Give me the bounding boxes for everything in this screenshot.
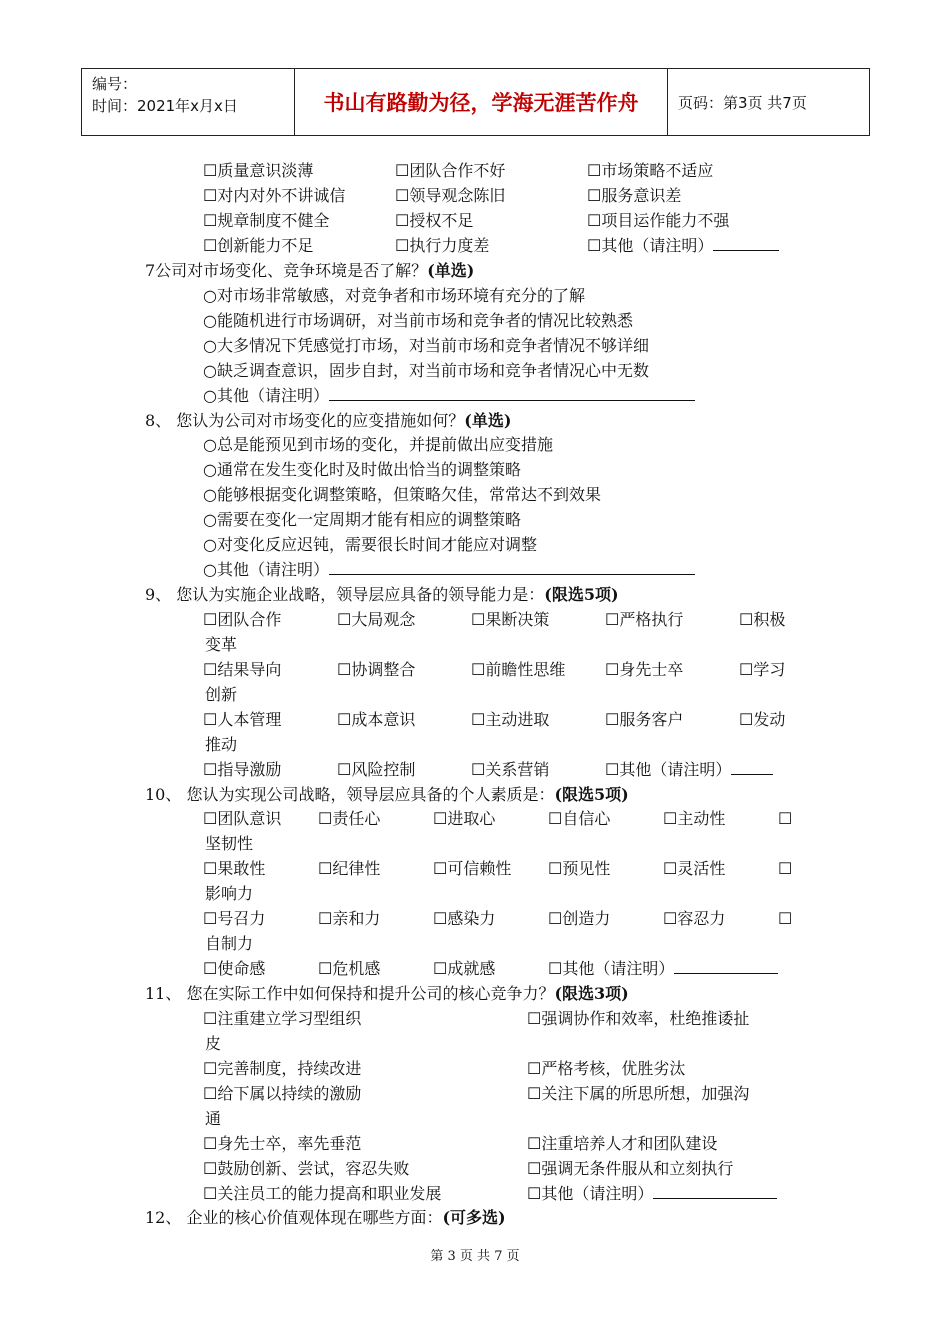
checkbox-option[interactable]: ☐学习: [739, 660, 786, 679]
checkbox-option[interactable]: ☐项目运作能力不强: [587, 211, 730, 230]
checkbox-option[interactable]: ☐进取心: [433, 809, 496, 828]
checkbox-option[interactable]: ☐: [778, 909, 793, 928]
page-footer: 第 3 页 共 7 页: [430, 1249, 520, 1264]
checkbox-option[interactable]: ☐身先士卒: [605, 660, 684, 679]
checkbox-option[interactable]: ☐果敢性: [203, 859, 266, 878]
checkbox-option[interactable]: ☐关注下属的所思所想，加强沟: [527, 1084, 750, 1103]
checkbox-option[interactable]: ☐责任心: [318, 809, 381, 828]
fill-in-blank[interactable]: [674, 957, 778, 974]
radio-option[interactable]: ○其他（请注明）: [203, 383, 695, 408]
checkbox-option[interactable]: ☐灵活性: [663, 859, 726, 878]
question-7-title: 7公司对市场变化、竞争环境是否了解？(单选): [145, 261, 475, 280]
checkbox-option[interactable]: ☐主动进取: [471, 710, 550, 729]
checkbox-option-wrap: 影响力: [205, 884, 254, 903]
checkbox-option[interactable]: ☐其他（请注明）: [527, 1181, 777, 1206]
fill-in-blank[interactable]: [713, 234, 779, 251]
checkbox-option[interactable]: ☐使命感: [203, 959, 266, 978]
checkbox-option[interactable]: ☐给下属以持续的激励: [203, 1084, 362, 1103]
checkbox-option[interactable]: ☐发动: [739, 710, 786, 729]
checkbox-option[interactable]: ☐团队合作不好: [395, 161, 506, 180]
checkbox-option[interactable]: ☐团队意识: [203, 809, 282, 828]
checkbox-option[interactable]: ☐强调无条件服从和立刻执行: [527, 1159, 734, 1178]
checkbox-option[interactable]: ☐授权不足: [395, 211, 474, 230]
checkbox-option[interactable]: ☐号召力: [203, 909, 266, 928]
radio-option[interactable]: ○通常在发生变化时及时做出恰当的调整策略: [203, 460, 521, 479]
checkbox-option-wrap: 通: [205, 1109, 222, 1128]
radio-option[interactable]: ○对变化反应迟钝，需要很长时间才能应对调整: [203, 535, 537, 554]
checkbox-option-wrap: 皮: [205, 1034, 222, 1053]
checkbox-option[interactable]: ☐协调整合: [337, 660, 416, 679]
checkbox-option[interactable]: ☐关系营销: [471, 760, 550, 779]
question-9-tag: (限选5项): [544, 585, 619, 604]
checkbox-option[interactable]: ☐其他（请注明）: [548, 956, 778, 981]
checkbox-option[interactable]: ☐领导观念陈旧: [395, 186, 506, 205]
checkbox-option[interactable]: ☐严格执行: [605, 610, 684, 629]
radio-option[interactable]: ○缺乏调查意识，固步自封，对当前市场和竞争者情况心中无数: [203, 361, 649, 380]
checkbox-option[interactable]: ☐其他（请注明）: [587, 233, 779, 258]
radio-option[interactable]: ○其他（请注明）: [203, 557, 695, 582]
radio-option[interactable]: ○大多情况下凭感觉打市场，对当前市场和竞争者情况不够详细: [203, 336, 649, 355]
header-motto: 书山有路勤为径，学海无涯苦作舟: [295, 69, 668, 135]
checkbox-option[interactable]: ☐规章制度不健全: [203, 211, 330, 230]
fill-in-blank[interactable]: [329, 384, 695, 401]
fill-in-blank[interactable]: [731, 758, 773, 775]
checkbox-option[interactable]: ☐执行力度差: [395, 236, 490, 255]
number-label: 编号：: [92, 75, 138, 93]
checkbox-option[interactable]: ☐人本管理: [203, 710, 282, 729]
page-header: [81, 68, 870, 136]
checkbox-option[interactable]: ☐大局观念: [337, 610, 416, 629]
radio-option[interactable]: ○能够根据变化调整策略，但策略欠佳，常常达不到效果: [203, 485, 601, 504]
question-8-tag: (单选): [464, 411, 512, 430]
checkbox-option[interactable]: ☐市场策略不适应: [587, 161, 714, 180]
checkbox-option[interactable]: ☐预见性: [548, 859, 611, 878]
radio-option[interactable]: ○需要在变化一定周期才能有相应的调整策略: [203, 510, 521, 529]
question-8-title: 8、 您认为公司对市场变化的应变措施如何？(单选): [145, 411, 512, 430]
time-label: 时间：2021年x月x日: [92, 97, 238, 115]
checkbox-option[interactable]: ☐对内对外不讲诚信: [203, 186, 346, 205]
checkbox-option-wrap: 推动: [205, 735, 238, 754]
checkbox-option[interactable]: ☐容忍力: [663, 909, 726, 928]
checkbox-option[interactable]: ☐服务意识差: [587, 186, 682, 205]
checkbox-option[interactable]: ☐积极: [739, 610, 786, 629]
fill-in-blank[interactable]: [653, 1182, 777, 1199]
checkbox-option[interactable]: ☐亲和力: [318, 909, 381, 928]
radio-option[interactable]: ○能随机进行市场调研，对当前市场和竞争者的情况比较熟悉: [203, 311, 633, 330]
checkbox-option[interactable]: ☐创造力: [548, 909, 611, 928]
checkbox-option[interactable]: ☐果断决策: [471, 610, 550, 629]
checkbox-option[interactable]: ☐服务客户: [605, 710, 684, 729]
checkbox-option[interactable]: ☐其他（请注明）: [605, 757, 773, 782]
question-11-tag: (限选3项): [554, 984, 629, 1003]
checkbox-option[interactable]: ☐结果导向: [203, 660, 282, 679]
checkbox-option-wrap: 坚韧性: [205, 834, 254, 853]
checkbox-option[interactable]: ☐注重建立学习型组织: [203, 1009, 362, 1028]
question-10-tag: (限选5项): [554, 785, 629, 804]
checkbox-option[interactable]: ☐创新能力不足: [203, 236, 314, 255]
question-9-title: 9、 您认为实施企业战略，领导层应具备的领导能力是：(限选5项): [145, 585, 619, 604]
checkbox-option[interactable]: ☐完善制度，持续改进: [203, 1059, 362, 1078]
question-10-title: 10、 您认为实现公司战略，领导层应具备的个人素质是：(限选5项): [145, 785, 629, 804]
checkbox-option-wrap: 自制力: [205, 934, 254, 953]
checkbox-option[interactable]: ☐前瞻性思维: [471, 660, 566, 679]
checkbox-option[interactable]: ☐严格考核，优胜劣汰: [527, 1059, 686, 1078]
checkbox-option[interactable]: ☐鼓励创新、尝试，容忍失败: [203, 1159, 410, 1178]
question-7-tag: (单选): [427, 261, 475, 280]
checkbox-option-wrap: 创新: [205, 685, 238, 704]
header-meta: [82, 69, 295, 135]
fill-in-blank[interactable]: [329, 558, 695, 575]
checkbox-option[interactable]: ☐纪律性: [318, 859, 381, 878]
checkbox-option[interactable]: ☐注重培养人才和团队建设: [527, 1134, 718, 1153]
header-page-code: 页码：第3页 共7页: [678, 93, 807, 112]
checkbox-option[interactable]: ☐质量意识淡薄: [203, 161, 314, 180]
checkbox-option[interactable]: ☐关注员工的能力提高和职业发展: [203, 1184, 442, 1203]
checkbox-option[interactable]: ☐危机感: [318, 959, 381, 978]
checkbox-option[interactable]: ☐身先士卒，率先垂范: [203, 1134, 362, 1153]
radio-option[interactable]: ○对市场非常敏感，对竞争者和市场环境有充分的了解: [203, 286, 585, 305]
question-12-title: 12、 企业的核心价值观体现在哪些方面：(可多选): [145, 1208, 506, 1227]
checkbox-option[interactable]: ☐: [778, 809, 793, 828]
checkbox-option[interactable]: ☐团队合作: [203, 610, 282, 629]
checkbox-option[interactable]: ☐可信赖性: [433, 859, 512, 878]
question-12-tag: (可多选): [442, 1208, 506, 1227]
checkbox-option[interactable]: ☐风险控制: [337, 760, 416, 779]
checkbox-option[interactable]: ☐: [778, 859, 793, 878]
checkbox-option[interactable]: ☐自信心: [548, 809, 611, 828]
checkbox-option[interactable]: ☐主动性: [663, 809, 726, 828]
checkbox-option[interactable]: ☐感染力: [433, 909, 496, 928]
question-11-title: 11、 您在实际工作中如何保持和提升公司的核心竞争力？(限选3项): [145, 984, 629, 1003]
radio-option[interactable]: ○总是能预见到市场的变化，并提前做出应变措施: [203, 435, 553, 454]
checkbox-option-wrap: 变革: [205, 635, 238, 654]
checkbox-option[interactable]: ☐成本意识: [337, 710, 416, 729]
checkbox-option[interactable]: ☐指导激励: [203, 760, 282, 779]
checkbox-option[interactable]: ☐成就感: [433, 959, 496, 978]
checkbox-option[interactable]: ☐强调协作和效率，杜绝推诿扯: [527, 1009, 750, 1028]
